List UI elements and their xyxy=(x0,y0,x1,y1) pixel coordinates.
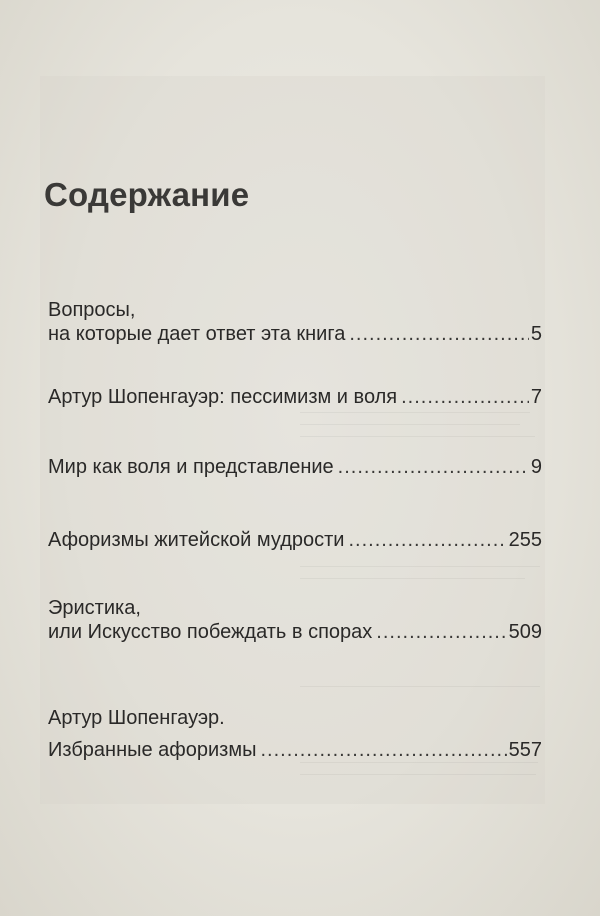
show-through-line xyxy=(300,566,540,567)
toc-entry-title: Мир как воля и представление xyxy=(48,456,334,478)
show-through-line xyxy=(300,686,540,687)
toc-entry[interactable] xyxy=(48,298,542,346)
show-through-line xyxy=(300,412,530,413)
dot-leader xyxy=(401,385,529,409)
toc-entry-row xyxy=(48,385,542,409)
toc-entry-title: Артур Шопенгауэр: пессимизм и воля xyxy=(48,386,398,408)
toc-entry[interactable] xyxy=(48,528,542,552)
toc-entry-row xyxy=(48,738,542,762)
toc-entry-page: 9 xyxy=(530,456,542,478)
dot-leader xyxy=(348,528,506,552)
toc-entry[interactable] xyxy=(48,596,542,644)
toc-entry-title-line1: Эристика, xyxy=(48,597,141,619)
toc-entry[interactable] xyxy=(48,706,542,762)
toc-entry-page: 255 xyxy=(508,529,542,551)
toc-entry[interactable] xyxy=(48,385,542,409)
toc-entry-title: или Искусство побеждать в спорах xyxy=(48,621,373,643)
toc-entry-title: Афоризмы житейской мудрости xyxy=(48,529,345,551)
toc-entry-page: 509 xyxy=(508,621,542,643)
show-through-line xyxy=(300,762,538,763)
toc-entry-page: 7 xyxy=(530,386,542,408)
toc-entry-title: Избранные афоризмы xyxy=(48,739,257,761)
dot-leader xyxy=(376,620,506,644)
toc-entry-title-line1: Вопросы, xyxy=(48,299,136,321)
show-through-line xyxy=(300,774,536,775)
toc-entry-title: на которые дает ответ эта книга xyxy=(48,323,346,345)
dot-leader xyxy=(260,738,506,762)
toc-entry-row xyxy=(48,528,542,552)
show-through-line xyxy=(300,424,520,425)
toc-entry-page: 557 xyxy=(508,739,542,761)
toc-entry-row xyxy=(48,620,542,644)
toc-entry-title-line1: Артур Шопенгауэр. xyxy=(48,707,225,729)
toc-entry-row xyxy=(48,322,542,346)
toc-entry[interactable] xyxy=(48,455,542,479)
dot-leader xyxy=(338,455,529,479)
show-through-line xyxy=(300,436,535,437)
show-through-line xyxy=(300,578,525,579)
dot-leader xyxy=(349,322,529,346)
contents-heading: Содержание xyxy=(44,176,250,213)
toc-entry-row xyxy=(48,455,542,479)
toc-entry-page: 5 xyxy=(530,323,542,345)
